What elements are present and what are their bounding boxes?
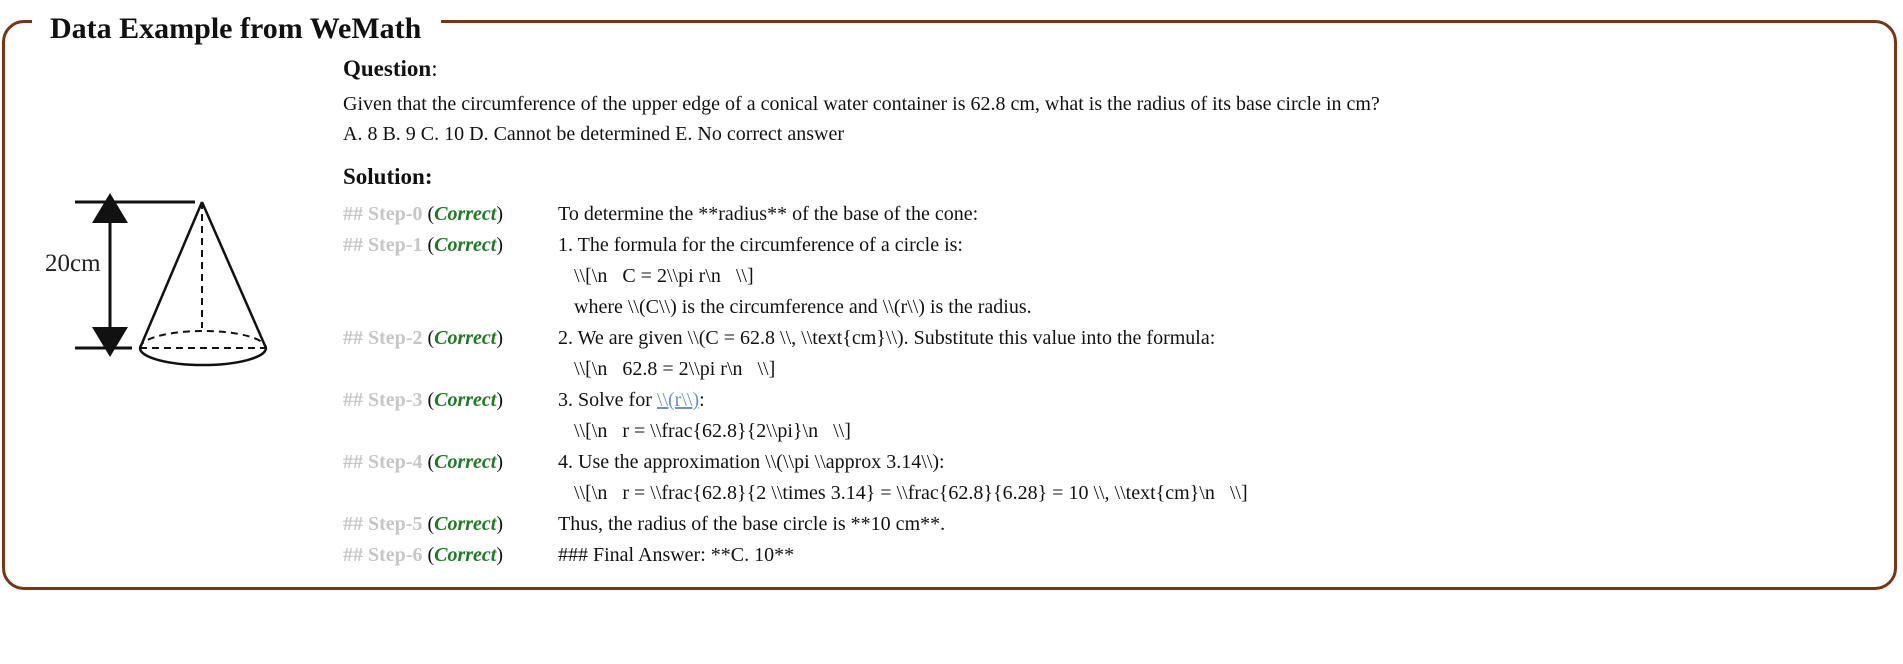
step-text: ### Final Answer: **C. 10** (558, 544, 795, 566)
question-heading-text: Question (343, 56, 432, 81)
question-options: A. 8 B. 9 C. 10 D. Cannot be determined E. No correct answer (343, 123, 844, 145)
step-verdict: Correct (434, 389, 497, 411)
step-id: ## Step-6 (343, 544, 423, 566)
step-verdict: Correct (434, 544, 497, 566)
step-text: 2. We are given \\(C = 62.8 \\, \\text{cm}\\). Substitute this value into the formula: (558, 327, 1216, 349)
question-heading-colon: : (431, 56, 438, 81)
step-note: where \\(C\\) is the circumference and \\(r\\) is the radius. (574, 296, 1032, 318)
solution-steps (343, 199, 1863, 571)
step-label: ## Step-6 (Correct) (343, 544, 504, 566)
math-link[interactable]: \\(r\\) (656, 389, 700, 411)
step-row (343, 323, 1863, 354)
example-content (343, 55, 1863, 571)
step-text: To determine the **radius** of the base of the cone: (558, 203, 979, 225)
cone-right-edge (202, 202, 266, 348)
step-verdict: Correct (434, 327, 497, 349)
step-continuation (343, 478, 1863, 509)
step-verdict: Correct (434, 451, 497, 473)
cone-figure (30, 190, 290, 380)
step-text: 1. The formula for the circumference of a circle is: (558, 234, 963, 256)
step-continuation (343, 292, 1863, 323)
step-text (558, 385, 705, 416)
step-label: ## Step-2 (Correct) (343, 327, 504, 349)
height-label: 20cm (45, 250, 101, 277)
step-label: ## Step-4 (Correct) (343, 451, 504, 473)
step-id: ## Step-3 (343, 389, 423, 411)
step-verdict: Correct (434, 513, 497, 535)
step-text-post: : (699, 389, 705, 411)
question-heading (343, 55, 1863, 83)
step-id: ## Step-2 (343, 327, 423, 349)
step-label: ## Step-5 (Correct) (343, 513, 504, 535)
step-formula: \\[\n r = \\frac{62.8}{2 \\times 3.14} = \\frac{62.8}{6.28} = 10 \\, \\text{cm}\n \\] (574, 482, 1248, 504)
step-id: ## Step-0 (343, 203, 423, 225)
question-text: Given that the circumference of the upper edge of a conical water container is 62.8 cm, what is the radius of its base circle in cm? (343, 93, 1380, 115)
cone-diagram (30, 190, 290, 380)
base-front-arc (140, 348, 266, 365)
step-id: ## Step-5 (343, 513, 423, 535)
step-continuation (343, 354, 1863, 385)
step-text: 4. Use the approximation \\(\\pi \\approx 3.14\\): (558, 451, 945, 473)
step-label: ## Step-1 (Correct) (343, 234, 504, 256)
step-formula: \\[\n 62.8 = 2\\pi r\n \\] (574, 358, 776, 380)
step-continuation (343, 261, 1863, 292)
step-row (343, 447, 1863, 478)
step-id: ## Step-1 (343, 234, 423, 256)
frame-title: Data Example from WeMath (32, 9, 441, 49)
step-row (343, 540, 1863, 571)
step-formula: \\[\n r = \\frac{62.8}{2\\pi}\n \\] (574, 420, 851, 442)
step-formula: \\[\n C = 2\\pi r\n \\] (574, 265, 754, 287)
step-row (343, 230, 1863, 261)
step-verdict: Correct (434, 203, 497, 225)
step-row (343, 509, 1863, 540)
step-verdict: Correct (434, 234, 497, 256)
step-row (343, 385, 1863, 416)
step-label: ## Step-0 (Correct) (343, 203, 504, 225)
step-row (343, 199, 1863, 230)
step-text-pre: 3. Solve for (558, 389, 657, 411)
step-text: Thus, the radius of the base circle is **10 cm**. (558, 513, 946, 535)
step-id: ## Step-4 (343, 451, 423, 473)
base-back-arc (140, 331, 266, 348)
step-continuation (343, 416, 1863, 447)
cone-left-edge (140, 202, 202, 348)
step-label: ## Step-3 (Correct) (343, 389, 504, 411)
solution-heading: Solution: (343, 164, 433, 189)
